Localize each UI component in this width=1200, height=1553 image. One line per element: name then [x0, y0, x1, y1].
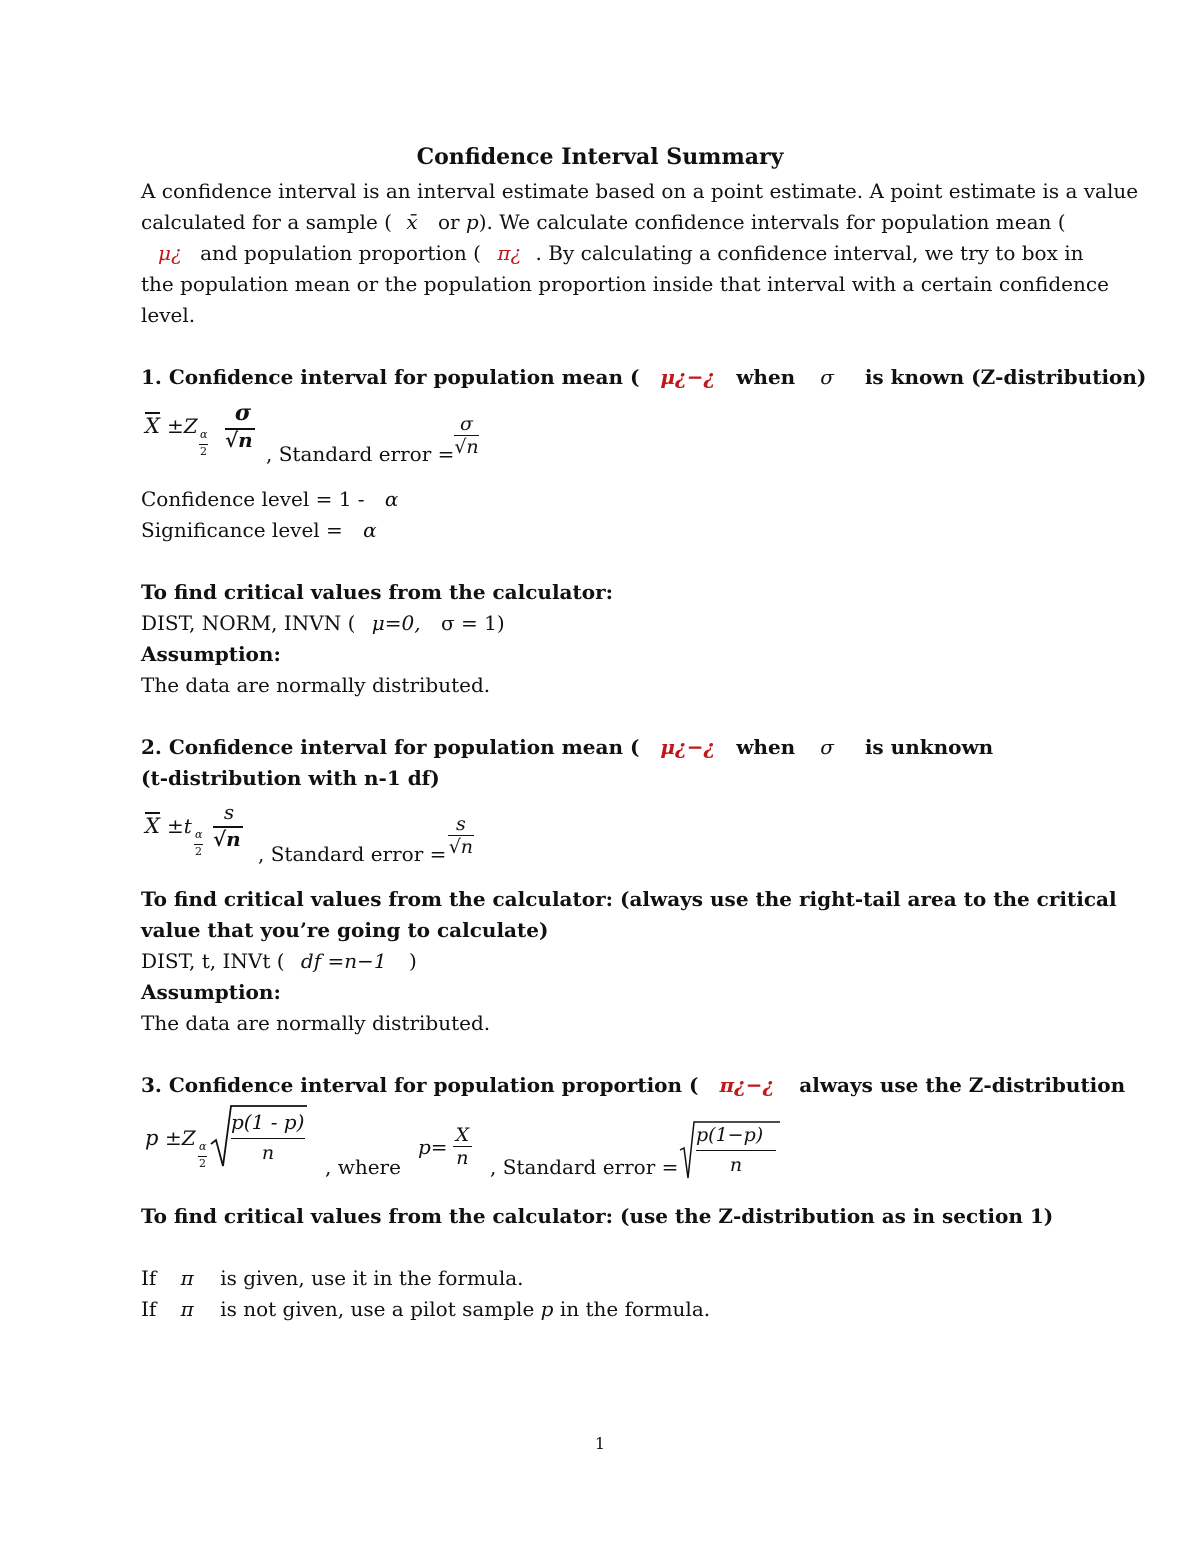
se-numerator: p(1−p)	[696, 1124, 764, 1146]
calc-text: )	[408, 949, 417, 973]
mu-minus-symbol: μ¿−¿	[660, 735, 716, 759]
standard-error-formula	[448, 813, 474, 858]
two-sub: 2	[200, 445, 207, 458]
z-interval-formula	[145, 400, 275, 464]
intro-line-4: the population mean or the population proportion inside that interval with a certain confidence	[141, 272, 1109, 296]
significance-level-line	[141, 517, 377, 543]
section-3-calc-heading: To find critical values from the calculator: (use the Z-distribution as in section 1)	[141, 1204, 1054, 1228]
if-pi-given-line	[141, 1265, 524, 1291]
sigma-symbol: σ	[820, 735, 834, 759]
fraction-bar	[696, 1150, 776, 1151]
alpha-sub: α	[200, 428, 208, 441]
fraction-bar	[231, 1138, 305, 1139]
intro-text: ). We calculate confidence intervals for population mean (	[478, 210, 1066, 234]
sqrt-numerator: p(1 - p)	[231, 1110, 305, 1134]
section-1-assumption: The data are normally distributed.	[141, 673, 491, 697]
section-2-heading-line-2: (t-distribution with n-1 df)	[141, 766, 440, 790]
significance-level-text: Significance level =	[141, 518, 343, 542]
alpha-symbol: α	[384, 487, 399, 511]
section-2-heading	[141, 734, 993, 760]
heading-text: 1. Confidence interval for population mean (	[141, 365, 640, 389]
standard-error-label: , Standard error =	[258, 842, 447, 866]
pi-minus-symbol: π¿−¿	[719, 1073, 775, 1097]
p-equals: p=	[418, 1134, 448, 1159]
section-2-calc-heading-line-2: value that you’re going to calculate)	[141, 918, 549, 942]
p-denominator: n	[456, 1147, 469, 1169]
if-text: If	[141, 1297, 157, 1321]
standard-error-formula	[678, 1120, 782, 1182]
sqrt-n-denominator: √n	[225, 428, 253, 452]
pi-symbol: π	[180, 1266, 194, 1290]
two-sub: 2	[195, 845, 202, 858]
t-interval-formula	[145, 800, 275, 864]
p-symbol: p	[145, 1126, 159, 1150]
mu-zero: μ=0,	[371, 611, 421, 635]
s-numerator: s	[223, 800, 235, 824]
section-1-heading	[141, 364, 1146, 390]
p-symbol: p	[465, 210, 479, 234]
calc-text: DIST, NORM, INVN (	[141, 611, 356, 635]
confidence-level-text: Confidence level = 1 -	[141, 487, 365, 511]
p-symbol: p	[540, 1297, 554, 1321]
heading-text: is unknown	[864, 735, 994, 759]
section-2-assumption: The data are normally distributed.	[141, 1011, 491, 1035]
plus-minus-t: ±t	[167, 814, 192, 838]
plus-minus-z: ±Z	[165, 1126, 196, 1150]
alpha-symbol: α	[363, 518, 377, 542]
sigma-one: σ = 1)	[440, 611, 505, 635]
p-numerator: X	[453, 1124, 473, 1147]
intro-line-3	[158, 240, 1083, 266]
heading-text: 2. Confidence interval for population mean (	[141, 735, 640, 759]
intro-text: calculated for a sample (	[141, 210, 392, 234]
se-denominator: √n	[454, 436, 479, 458]
intro-line-2	[141, 209, 1066, 235]
heading-text: is known (Z-distribution)	[864, 365, 1147, 389]
intro-line-1: A confidence interval is an interval estimate based on a point estimate. A point estimate is a value	[141, 179, 1139, 203]
sigma-symbol: σ	[820, 365, 834, 389]
mu-symbol: μ¿	[158, 241, 182, 265]
xbar-symbol: $\overline{X}$	[145, 414, 160, 438]
mu-minus-symbol: μ¿−¿	[660, 365, 716, 389]
pi-symbol: π¿	[497, 241, 522, 265]
p-fraction	[453, 1124, 473, 1169]
intro-text: and population proportion (	[200, 241, 481, 265]
df-equation: df =n−1	[300, 949, 387, 973]
if-text: is given, use it in the formula.	[220, 1266, 524, 1290]
alpha-sub: α	[195, 828, 203, 841]
standard-error-label: , Standard error =	[490, 1155, 679, 1179]
se-fraction	[454, 413, 479, 458]
alpha-sub: α	[199, 1140, 207, 1153]
p-hat-formula	[418, 1124, 472, 1169]
section-1-assumption-heading: Assumption:	[141, 642, 281, 666]
page-number: 1	[594, 1434, 606, 1453]
se-numerator: σ	[454, 413, 479, 436]
where-label: , where	[325, 1155, 401, 1179]
calc-text: DIST, t, INVt (	[141, 949, 285, 973]
confidence-level-line	[141, 486, 398, 512]
if-text: If	[141, 1266, 157, 1290]
section-2-assumption-heading: Assumption:	[141, 980, 281, 1004]
two-sub: 2	[199, 1157, 206, 1170]
standard-error-formula	[454, 413, 479, 458]
sigma-numerator: σ	[234, 400, 252, 426]
xbar-symbol: x̄	[406, 210, 418, 234]
sqrt-denominator: n	[261, 1142, 275, 1164]
plus-minus-z: ±Z	[167, 414, 198, 438]
if-text: is not given, use a pilot sample	[220, 1297, 535, 1321]
section-3-heading	[141, 1072, 1125, 1098]
se-fraction	[448, 813, 474, 858]
section-1-calc-heading: To find critical values from the calculator:	[141, 580, 614, 604]
section-2-calc-line	[141, 948, 417, 974]
pi-symbol: π	[180, 1297, 194, 1321]
sqrt-n-denominator: √n	[213, 827, 241, 851]
heading-text: 3. Confidence interval for population proportion (	[141, 1073, 699, 1097]
heading-text: always use the Z-distribution	[799, 1073, 1126, 1097]
se-numerator: s	[448, 813, 474, 836]
heading-text: when	[736, 735, 796, 759]
proportion-interval-formula	[145, 1104, 320, 1174]
page-title: Confidence Interval Summary	[416, 144, 784, 170]
if-pi-not-given-line	[141, 1296, 710, 1322]
if-text: in the formula.	[559, 1297, 711, 1321]
section-1-calc-line	[141, 610, 505, 636]
section-2-calc-heading: To find critical values from the calculator: (always use the right-tail area to the critical	[141, 887, 1117, 911]
intro-line-5: level.	[141, 303, 196, 327]
heading-text: when	[736, 365, 796, 389]
se-denominator: √n	[448, 836, 474, 858]
intro-text: . By calculating a confidence interval, we try to box in	[535, 241, 1084, 265]
xbar-symbol: $\overline{X}$	[145, 814, 160, 838]
intro-text: or	[437, 210, 460, 234]
standard-error-label: , Standard error =	[266, 442, 455, 466]
se-denominator: n	[729, 1154, 743, 1176]
